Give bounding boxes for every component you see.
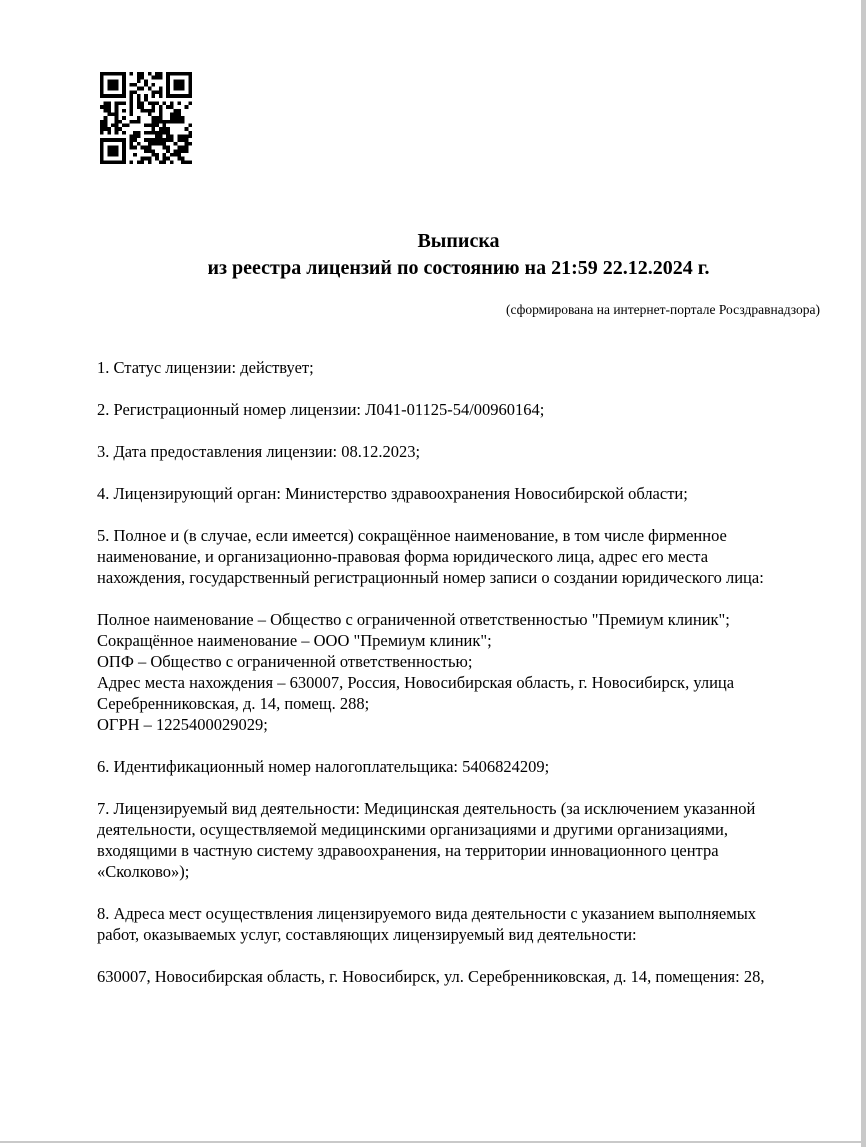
document-body xyxy=(97,357,794,1008)
paragraph-addresses-intro: 8. Адреса мест осуществления лицензируемого вида деятельности с указанием выполняемых работ, оказываемых услуг, составляющих лицензируемый вид деятельности: xyxy=(97,904,757,944)
paragraph-grant-date: 3. Дата предоставления лицензии: 08.12.2023; xyxy=(97,442,421,461)
document-subtitle: (сформирована на интернет-портале Росздравнадзора) xyxy=(505,302,820,317)
page-bottom-border xyxy=(0,1141,866,1143)
scrollbar-track[interactable] xyxy=(861,0,866,1147)
company-ogrn: ОГРН – 1225400029029; xyxy=(97,715,268,734)
company-details-block xyxy=(97,609,794,735)
paragraph-licensing-authority: 4. Лицензирующий орган: Министерство здравоохранения Новосибирской области; xyxy=(97,484,688,503)
paragraph-registration-number: 2. Регистрационный номер лицензии: Л041-01125-54/00960164; xyxy=(97,400,545,419)
paragraph-inn: 6. Идентификационный номер налогоплательщика: 5406824209; xyxy=(97,757,550,776)
company-short-name: Сокращённое наименование – ООО "Премиум клиник"; xyxy=(97,631,492,650)
paragraph-names-intro: 5. Полное и (в случае, если имеется) сокращённое наименование, в том числе фирменное наименование, и организационно-правовая форма юридического лица, адрес его места нахождения, государственный регистрационный номер записи о создании юридического лица: xyxy=(97,526,764,587)
company-address: Адрес места нахождения – 630007, Россия, Новосибирская область, г. Новосибирск, улица Серебренниковская, д. 14, помещ. 288; xyxy=(97,673,735,713)
qr-code xyxy=(100,72,192,164)
company-legal-form: ОПФ – Общество с ограниченной ответственностью; xyxy=(97,652,473,671)
paragraph-activity-address: 630007, Новосибирская область, г. Новосибирск, ул. Серебренниковская, д. 14, помещения: 28, xyxy=(97,967,765,986)
title-line-1: Выписка xyxy=(417,230,500,252)
paragraph-licensed-activity: 7. Лицензируемый вид деятельности: Медицинская деятельность (за исключением указанной деятельности, осуществляемой медицинскими организациями и другими организациями, входящими в частную систему здравоохранения, на территории инновационного центра «Сколково»); xyxy=(97,799,756,881)
company-full-name: Полное наименование – Общество с ограниченной ответственностью "Премиум клиник"; xyxy=(97,610,730,629)
title-line-2: из реестра лицензий по состоянию на 21:59 22.12.2024 г. xyxy=(207,257,710,279)
paragraph-license-status: 1. Статус лицензии: действует; xyxy=(97,358,314,377)
document-title xyxy=(97,228,820,282)
